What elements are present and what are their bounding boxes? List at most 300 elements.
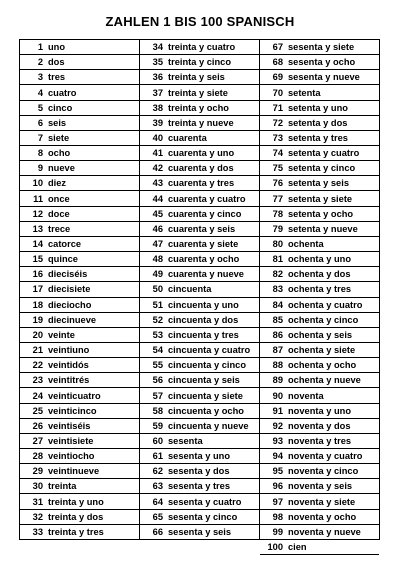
table-row xyxy=(140,388,259,403)
table-row xyxy=(140,282,259,297)
row-word: quince xyxy=(48,254,78,265)
table-row xyxy=(140,404,259,419)
row-number: 66 xyxy=(152,526,163,537)
row-word: diecisiete xyxy=(48,284,91,295)
row-word: treinta xyxy=(48,481,77,492)
row-word: treinta y nueve xyxy=(168,117,234,128)
row-number: 97 xyxy=(272,496,283,507)
row-word: nueve xyxy=(48,163,75,174)
table-row xyxy=(140,479,259,494)
table-row xyxy=(140,343,259,358)
row-word: treinta y dos xyxy=(48,511,104,522)
row-number: 73 xyxy=(272,132,283,143)
row-word: cuarenta y nueve xyxy=(168,269,244,280)
table-column-1 xyxy=(20,40,140,539)
row-number: 50 xyxy=(152,284,163,295)
table-row xyxy=(260,510,379,525)
row-number: 6 xyxy=(37,117,43,128)
row-number: 3 xyxy=(37,72,43,83)
row-word: tres xyxy=(48,72,66,83)
row-word: noventa y dos xyxy=(288,420,351,431)
row-number: 55 xyxy=(152,360,163,371)
row-number: 41 xyxy=(152,148,163,159)
row-number: 82 xyxy=(272,269,283,280)
table-row xyxy=(20,146,139,161)
row-number: 19 xyxy=(32,314,43,325)
row-word: uno xyxy=(48,42,66,53)
row-word: noventa y uno xyxy=(288,405,352,416)
table-row xyxy=(140,495,259,510)
row-number: 37 xyxy=(152,87,163,98)
table-row xyxy=(140,464,259,479)
table-row xyxy=(140,328,259,343)
table-row xyxy=(260,298,379,313)
row-number: 59 xyxy=(152,420,163,431)
row-word: treinta y cuatro xyxy=(168,42,236,53)
row-number: 35 xyxy=(152,57,163,68)
table-row xyxy=(20,101,139,116)
row-word: sesenta y siete xyxy=(288,42,355,53)
row-number: 25 xyxy=(32,405,43,416)
table-row xyxy=(20,434,139,449)
table-row xyxy=(20,449,139,464)
row-number: 15 xyxy=(32,254,43,265)
row-number: 75 xyxy=(272,163,283,174)
row-number: 28 xyxy=(32,451,43,462)
row-word: cincuenta y cinco xyxy=(168,360,247,371)
table-row xyxy=(20,510,139,525)
table-row xyxy=(260,540,379,555)
row-word: veintiocho xyxy=(48,451,95,462)
table-row xyxy=(20,419,139,434)
row-number: 77 xyxy=(272,193,283,204)
row-word: sesenta y dos xyxy=(168,466,230,477)
table-row xyxy=(20,55,139,70)
row-word: cuarenta xyxy=(168,132,207,143)
row-word: cuatro xyxy=(48,87,77,98)
row-word: setenta xyxy=(288,87,321,98)
row-number: 32 xyxy=(32,511,43,522)
row-word: cincuenta y seis xyxy=(168,375,240,386)
table-row xyxy=(140,252,259,267)
table-row xyxy=(140,419,259,434)
row-number: 100 xyxy=(267,542,283,552)
row-number: 10 xyxy=(32,178,43,189)
number-table xyxy=(19,39,380,552)
row-number: 34 xyxy=(152,42,163,53)
row-number: 56 xyxy=(152,375,163,386)
row-number: 71 xyxy=(272,102,283,113)
row-number: 69 xyxy=(272,72,283,83)
row-word: noventa y cuatro xyxy=(288,451,363,462)
table-row xyxy=(140,85,259,100)
row-word: catorce xyxy=(48,239,82,249)
row-number: 17 xyxy=(32,284,43,295)
row-word: sesenta y uno xyxy=(168,451,231,462)
row-number: 98 xyxy=(272,511,283,522)
row-number: 27 xyxy=(32,435,43,446)
row-word: veinticinco xyxy=(48,405,97,416)
row-word: cuarenta y dos xyxy=(168,163,234,174)
row-number: 14 xyxy=(32,239,43,249)
row-number: 46 xyxy=(152,223,163,234)
table-row xyxy=(260,70,379,85)
table-row xyxy=(20,40,139,55)
row-word: cincuenta y dos xyxy=(168,314,239,325)
row-number: 90 xyxy=(272,390,283,401)
row-number: 22 xyxy=(32,360,43,371)
table-row xyxy=(140,176,259,191)
row-number: 76 xyxy=(272,178,283,189)
row-number: 43 xyxy=(152,178,163,189)
row-number: 74 xyxy=(272,148,283,159)
table-row xyxy=(260,192,379,207)
table-row xyxy=(20,343,139,358)
row-number: 65 xyxy=(152,511,163,522)
row-word: setenta y nueve xyxy=(288,223,358,234)
row-number: 85 xyxy=(272,314,283,325)
row-number: 31 xyxy=(32,496,43,507)
table-row xyxy=(140,510,259,525)
table-row xyxy=(260,479,379,494)
row-number: 16 xyxy=(32,269,43,280)
row-word: sesenta y nueve xyxy=(288,72,360,83)
table-row xyxy=(260,343,379,358)
row-word: setenta y siete xyxy=(288,193,353,204)
row-number: 83 xyxy=(272,284,283,295)
table-row xyxy=(140,449,259,464)
row-word: sesenta xyxy=(168,435,203,446)
table-row xyxy=(20,388,139,403)
table-row xyxy=(140,40,259,55)
row-word: cien xyxy=(288,542,307,552)
row-word: veintiuno xyxy=(48,345,90,356)
table-row xyxy=(20,116,139,131)
row-number: 45 xyxy=(152,208,163,219)
row-word: setenta y cuatro xyxy=(288,148,360,159)
table-row xyxy=(140,222,259,237)
table-row xyxy=(20,192,139,207)
table-row xyxy=(20,358,139,373)
row-word: dieciséis xyxy=(48,269,88,280)
row-word: diecinueve xyxy=(48,314,97,325)
row-word: treinta y siete xyxy=(168,87,228,98)
row-number: 39 xyxy=(152,117,163,128)
row-word: cuarenta y seis xyxy=(168,223,236,234)
row-word: setenta y ocho xyxy=(288,208,354,219)
table-row xyxy=(140,207,259,222)
table-row xyxy=(260,237,379,252)
table-row xyxy=(260,101,379,116)
row-word: sesenta y cuatro xyxy=(168,496,242,507)
row-number: 99 xyxy=(272,526,283,537)
row-word: ocho xyxy=(48,148,71,159)
row-word: cincuenta y cuatro xyxy=(168,345,251,356)
table-row xyxy=(260,388,379,403)
row-word: noventa y nueve xyxy=(288,526,361,537)
table-row xyxy=(260,267,379,282)
row-word: setenta y seis xyxy=(288,178,349,189)
row-word: setenta y tres xyxy=(288,132,348,143)
row-number: 26 xyxy=(32,420,43,431)
row-number: 18 xyxy=(32,299,43,310)
row-number: 54 xyxy=(152,345,163,356)
row-word: setenta y cinco xyxy=(288,163,356,174)
row-word: siete xyxy=(48,132,70,143)
row-number: 94 xyxy=(272,451,283,462)
table-row xyxy=(140,298,259,313)
row-word: treinta y ocho xyxy=(168,102,229,113)
table-row xyxy=(260,161,379,176)
row-number: 13 xyxy=(32,223,43,234)
table-row xyxy=(20,328,139,343)
row-word: setenta y dos xyxy=(288,117,348,128)
table-column-2 xyxy=(140,40,260,539)
row-word: veintitrés xyxy=(48,375,90,386)
row-number: 30 xyxy=(32,481,43,492)
row-word: sesenta y tres xyxy=(168,481,231,492)
row-word: ochenta y uno xyxy=(288,254,352,265)
table-row xyxy=(260,419,379,434)
row-number: 79 xyxy=(272,223,283,234)
table-row xyxy=(260,313,379,328)
row-number: 7 xyxy=(37,132,43,143)
row-number: 42 xyxy=(152,163,163,174)
table-row xyxy=(20,131,139,146)
row-number: 80 xyxy=(272,239,283,249)
table-row xyxy=(140,373,259,388)
table-column-3 xyxy=(260,40,379,552)
row-number: 86 xyxy=(272,329,283,340)
row-word: noventa y tres xyxy=(288,435,352,446)
row-number: 12 xyxy=(32,208,43,219)
row-number: 21 xyxy=(32,345,43,356)
table-row xyxy=(20,404,139,419)
row-word: ochenta xyxy=(288,239,324,249)
table-row xyxy=(20,222,139,237)
row-word: veinticuatro xyxy=(48,390,101,401)
table-row xyxy=(260,40,379,55)
row-number: 40 xyxy=(152,132,163,143)
row-word: diez xyxy=(48,178,67,189)
table-row xyxy=(260,222,379,237)
row-word: treinta y cinco xyxy=(168,57,232,68)
row-number: 48 xyxy=(152,254,163,265)
row-number: 57 xyxy=(152,390,163,401)
row-word: treinta y tres xyxy=(48,526,104,537)
row-number: 4 xyxy=(37,87,43,98)
table-row xyxy=(20,176,139,191)
table-row xyxy=(140,267,259,282)
table-row xyxy=(140,237,259,252)
row-word: noventa y ocho xyxy=(288,511,357,522)
row-number: 11 xyxy=(33,193,43,204)
table-row xyxy=(260,449,379,464)
row-number: 84 xyxy=(272,299,283,310)
row-word: veintisiete xyxy=(48,435,94,446)
row-number: 95 xyxy=(272,466,283,477)
row-number: 70 xyxy=(272,87,283,98)
row-word: veinte xyxy=(48,329,75,340)
table-row xyxy=(140,192,259,207)
row-word: treinta y seis xyxy=(168,72,225,83)
row-number: 89 xyxy=(272,375,283,386)
row-number: 38 xyxy=(152,102,163,113)
row-word: dieciocho xyxy=(48,299,92,310)
row-number: 92 xyxy=(272,420,283,431)
table-row xyxy=(20,161,139,176)
row-number: 23 xyxy=(32,375,43,386)
table-row xyxy=(260,282,379,297)
table-row xyxy=(260,328,379,343)
table-row xyxy=(140,70,259,85)
table-row xyxy=(20,237,139,252)
row-word: cuarenta y cinco xyxy=(168,208,242,219)
table-row xyxy=(260,464,379,479)
row-number: 20 xyxy=(32,329,43,340)
row-number: 62 xyxy=(152,466,163,477)
table-row xyxy=(20,282,139,297)
row-word: cincuenta y nueve xyxy=(168,420,249,431)
row-number: 93 xyxy=(272,435,283,446)
row-word: ochenta y nueve xyxy=(288,375,361,386)
row-number: 96 xyxy=(272,481,283,492)
row-number: 87 xyxy=(272,345,283,356)
row-word: cincuenta y uno xyxy=(168,299,239,310)
table-row xyxy=(20,267,139,282)
row-number: 91 xyxy=(272,405,283,416)
table-row xyxy=(260,434,379,449)
row-number: 36 xyxy=(152,72,163,83)
row-word: trece xyxy=(48,223,71,234)
row-word: cincuenta y tres xyxy=(168,329,239,340)
table-row xyxy=(260,404,379,419)
table-row xyxy=(20,525,139,540)
row-number: 88 xyxy=(272,360,283,371)
row-word: cuarenta y ocho xyxy=(168,254,240,265)
table-row xyxy=(260,131,379,146)
row-word: ochenta y cuatro xyxy=(288,299,363,310)
row-number: 81 xyxy=(272,254,283,265)
page-title: ZAHLEN 1 BIS 100 SPANISCH xyxy=(105,14,295,29)
row-word: sesenta y ocho xyxy=(288,57,356,68)
row-number: 5 xyxy=(37,102,43,113)
table-row xyxy=(20,298,139,313)
table-row xyxy=(260,373,379,388)
table-row xyxy=(140,313,259,328)
table-row xyxy=(260,252,379,267)
row-number: 68 xyxy=(272,57,283,68)
row-word: setenta y uno xyxy=(288,102,348,113)
row-word: ochenta y ocho xyxy=(288,360,357,371)
table-row xyxy=(20,464,139,479)
table-row xyxy=(140,146,259,161)
row-number: 9 xyxy=(37,163,43,174)
row-word: dos xyxy=(48,57,65,68)
table-row xyxy=(140,358,259,373)
row-word: ochenta y seis xyxy=(288,329,353,340)
row-word: treinta y uno xyxy=(48,496,104,507)
row-word: cincuenta y ocho xyxy=(168,405,244,416)
row-number: 51 xyxy=(152,299,163,310)
table-row xyxy=(140,161,259,176)
row-number: 78 xyxy=(272,208,283,219)
row-number: 61 xyxy=(152,451,163,462)
table-row xyxy=(260,495,379,510)
row-number: 24 xyxy=(32,390,43,401)
table-row xyxy=(140,434,259,449)
row-word: ochenta y cinco xyxy=(288,314,359,325)
row-number: 33 xyxy=(32,526,43,537)
row-word: cuarenta y tres xyxy=(168,178,235,189)
row-word: ochenta y siete xyxy=(288,345,356,356)
row-word: veintiséis xyxy=(48,420,91,431)
row-number: 67 xyxy=(272,42,283,53)
row-word: cuarenta y uno xyxy=(168,148,235,159)
row-number: 52 xyxy=(152,314,163,325)
table-row xyxy=(20,479,139,494)
table-row xyxy=(140,131,259,146)
table-row xyxy=(260,116,379,131)
table-row xyxy=(20,313,139,328)
row-number: 8 xyxy=(37,148,43,159)
table-row xyxy=(260,207,379,222)
table-row xyxy=(260,525,379,540)
row-word: cincuenta xyxy=(168,284,212,295)
table-row xyxy=(20,207,139,222)
row-word: ochenta y dos xyxy=(288,269,351,280)
row-number: 53 xyxy=(152,329,163,340)
row-word: cincuenta y siete xyxy=(168,390,243,401)
row-word: noventa y cinco xyxy=(288,466,359,477)
table-row xyxy=(260,146,379,161)
row-number: 64 xyxy=(152,496,163,507)
table-row xyxy=(140,55,259,70)
row-word: cuarenta y cuatro xyxy=(168,193,246,204)
row-number: 1 xyxy=(37,42,43,53)
table-row xyxy=(20,70,139,85)
row-number: 60 xyxy=(152,435,163,446)
table-row xyxy=(260,176,379,191)
row-word: veintinueve xyxy=(48,466,100,477)
row-word: cinco xyxy=(48,102,73,113)
row-word: noventa xyxy=(288,390,324,401)
table-row xyxy=(140,525,259,540)
table-row xyxy=(140,101,259,116)
row-word: once xyxy=(48,193,70,204)
row-word: sesenta y cinco xyxy=(168,511,238,522)
row-word: seis xyxy=(48,117,67,128)
row-number: 44 xyxy=(152,193,163,204)
row-number: 29 xyxy=(32,466,43,477)
row-word: veintidós xyxy=(48,360,89,371)
row-word: noventa y siete xyxy=(288,496,356,507)
row-number: 72 xyxy=(272,117,283,128)
table-row xyxy=(260,85,379,100)
table-row xyxy=(140,116,259,131)
row-number: 58 xyxy=(152,405,163,416)
row-number: 49 xyxy=(152,269,163,280)
table-row xyxy=(20,373,139,388)
row-word: noventa y seis xyxy=(288,481,353,492)
table-row xyxy=(20,252,139,267)
row-word: doce xyxy=(48,208,70,219)
row-word: sesenta y seis xyxy=(168,526,232,537)
row-number: 2 xyxy=(37,57,43,68)
row-word: cuarenta y siete xyxy=(168,239,239,249)
table-row xyxy=(260,55,379,70)
table-row xyxy=(260,358,379,373)
